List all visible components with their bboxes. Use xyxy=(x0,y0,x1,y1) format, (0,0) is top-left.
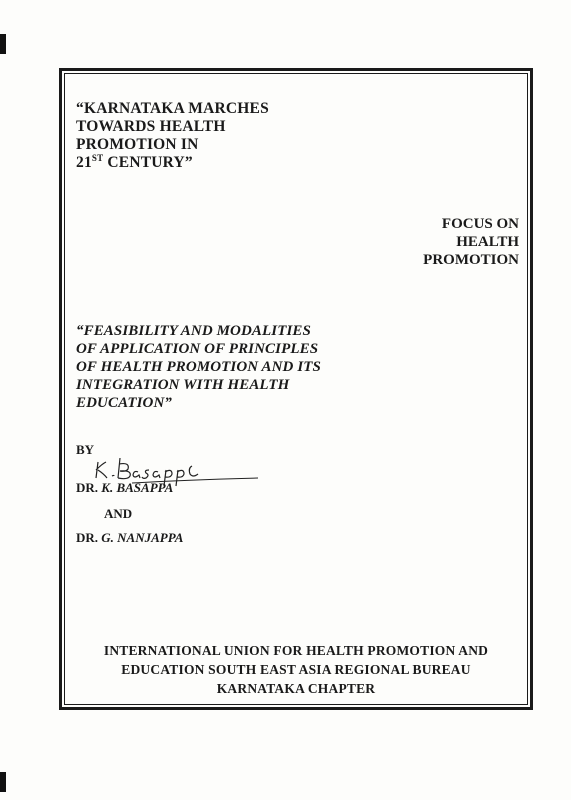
subject-line-2: OF APPLICATION OF PRINCIPLES xyxy=(76,341,319,357)
binding-mark-top xyxy=(0,34,6,54)
subject-line-1: “FEASIBILITY AND MODALITIES xyxy=(76,323,311,339)
author-2-name: G. NANJAPPA xyxy=(101,530,184,545)
subject-line-5: EDUCATION” xyxy=(76,395,173,411)
focus-line-1: FOCUS ON xyxy=(441,216,519,232)
subject-title xyxy=(76,322,321,412)
subject-line-3: OF HEALTH PROMOTION AND ITS xyxy=(76,359,321,375)
title-line-4-suffix: CENTURY” xyxy=(103,154,193,171)
title-line-4-number: 21 xyxy=(76,154,92,171)
title-line-4 xyxy=(76,154,269,172)
author-1-name: K. BASAPPA xyxy=(101,480,174,495)
focus-line-3: PROMOTION xyxy=(423,252,519,268)
organization-block xyxy=(64,641,528,698)
binding-mark-bottom xyxy=(0,772,6,792)
focus-block xyxy=(423,215,519,269)
title-line-1: “KARNATAKA MARCHES xyxy=(76,100,269,117)
title-line-2: TOWARDS HEALTH xyxy=(76,118,226,135)
author-2 xyxy=(76,530,183,546)
author-1 xyxy=(76,480,173,496)
organization-line-1: INTERNATIONAL UNION FOR HEALTH PROMOTION AND xyxy=(103,643,489,658)
organization-line-2: EDUCATION SOUTH EAST ASIA REGIONAL BUREAU xyxy=(121,662,471,677)
subject-line-4: INTEGRATION WITH HEALTH xyxy=(76,377,290,393)
focus-line-2: HEALTH xyxy=(456,234,519,250)
and-label: AND xyxy=(104,506,133,521)
organization-line-3: KARNATAKA CHAPTER xyxy=(216,681,376,696)
author-2-title: DR. xyxy=(76,530,102,545)
author-1-title: DR. xyxy=(76,480,102,495)
by-label: BY xyxy=(76,442,95,457)
title-heading xyxy=(76,100,269,172)
title-line-3: PROMOTION IN xyxy=(76,136,199,153)
title-line-4-superscript: ST xyxy=(91,153,104,163)
